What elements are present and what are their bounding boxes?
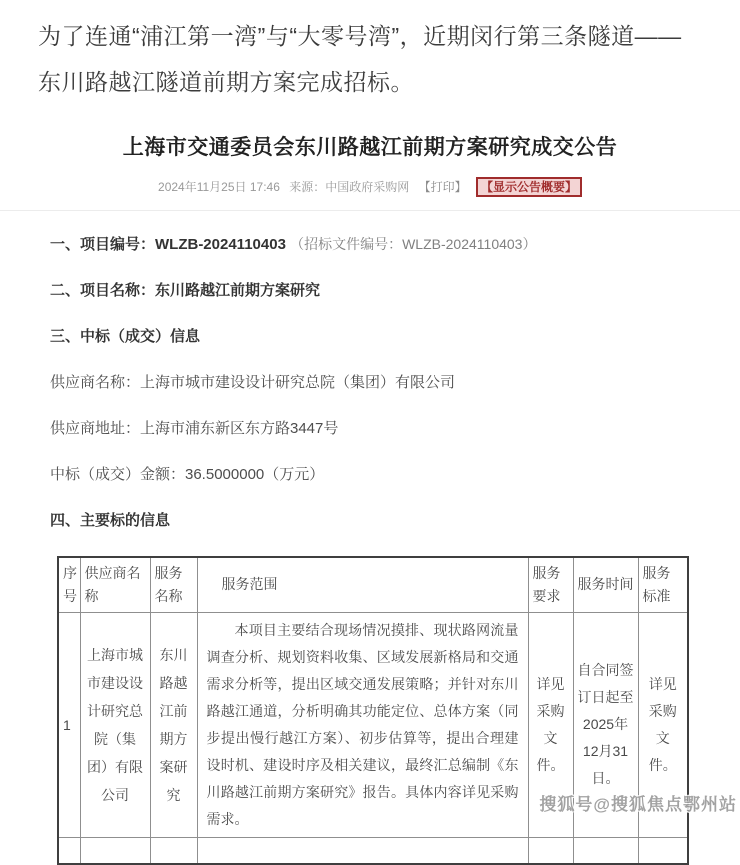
- show-summary-button[interactable]: 【显示公告概要】: [476, 177, 582, 197]
- section-project-name-label: 二、项目名称：东川路越江前期方案研究: [50, 282, 321, 299]
- empty-cell: [573, 837, 638, 864]
- cell-service-name: 东川路越江前期方案研究: [150, 612, 197, 837]
- empty-cell: [150, 837, 197, 864]
- announcement-body: [0, 211, 740, 865]
- intro-paragraph: 为了连通“浦江第一湾”与“大零号湾”，近期闵行第三条隧道——东川路越江隧道前期方案完成招标。: [38, 23, 682, 95]
- empty-cell: [638, 837, 688, 864]
- section-award-info-label: 三、中标（成交）信息: [50, 328, 201, 345]
- cell-standard: 详见采购文件。: [638, 612, 688, 837]
- section-project-name: [50, 281, 695, 301]
- empty-cell: [197, 837, 528, 864]
- cell-seq: 1: [58, 612, 80, 837]
- meta-datetime: 2024年11月25日 17:46: [158, 180, 280, 194]
- table-header-row: [58, 557, 688, 612]
- bid-result-table: [57, 556, 689, 865]
- supplier-name-line: 供应商名称：上海市城市建设设计研究总院（集团）有限公司: [50, 374, 456, 391]
- header-scope: 服务范围: [197, 557, 528, 612]
- cell-time: 自合同签订日起至2025年12月31日。: [573, 612, 638, 837]
- empty-cell: [58, 837, 80, 864]
- header-requirement: 服务要求: [528, 557, 573, 612]
- announcement-title: 上海市交通委员会东川路越江前期方案研究成交公告: [122, 136, 618, 159]
- meta-source: 来源：中国政府采购网: [289, 180, 410, 194]
- section-award-info-heading: [50, 327, 695, 347]
- header-supplier: 供应商名称: [80, 557, 150, 612]
- section-project-number-suffix: （招标文件编号：WLZB-2024110403）: [290, 236, 537, 252]
- table-empty-row: [58, 837, 688, 864]
- supplier-address-line: 供应商地址：上海市浦东新区东方路3447号: [50, 420, 339, 437]
- sohu-watermark: 搜狐号@搜狐焦点鄂州站: [539, 795, 737, 814]
- announcement-meta: [0, 177, 740, 197]
- header-seq: 序号: [58, 557, 80, 612]
- section-main-subject-heading: [50, 511, 695, 531]
- header-standard: 服务标准: [638, 557, 688, 612]
- section-project-number-label: 一、项目编号：WLZB-2024110403: [50, 236, 286, 253]
- print-button[interactable]: 【打印】: [418, 180, 467, 194]
- empty-cell: [528, 837, 573, 864]
- header-service-name: 服务名称: [150, 557, 197, 612]
- section-project-number: [50, 234, 695, 255]
- section-main-subject-label: 四、主要标的信息: [50, 512, 171, 529]
- cell-supplier: 上海市城市建设设计研究总院（集团）有限公司: [80, 612, 150, 837]
- award-amount-line: 中标（成交）金额：36.5000000（万元）: [50, 466, 325, 483]
- cell-scope: 本项目主要结合现场情况摸排、现状路网流量调查分析、规划资料收集、区域发展新格局和交通需求分析等，提出区域交通发展策略；并针对东川路越江通道，分析明确其功能定位、总体方案（同步提出慢行越江方案）、初步估算等，提出合理建设时机、建设时序及相关建议，最终汇总编制《东川路越江前期方案研究》报告。具体内容详见采购需求。: [197, 612, 528, 837]
- empty-cell: [80, 837, 150, 864]
- cell-requirement: 详见采购文件。: [528, 612, 573, 837]
- header-time: 服务时间: [573, 557, 638, 612]
